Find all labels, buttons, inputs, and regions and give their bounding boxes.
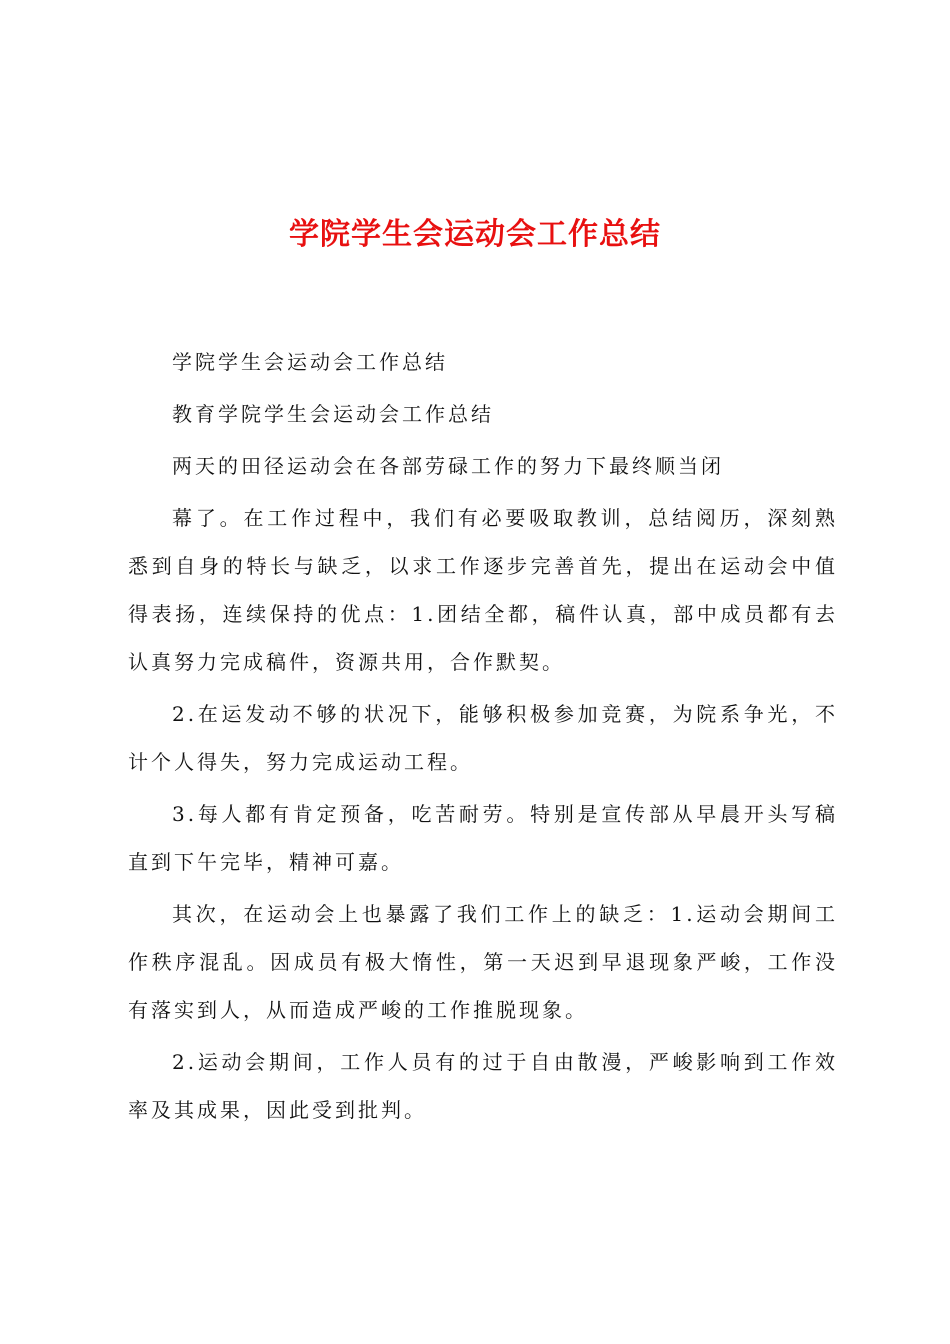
paragraph-body: 其次，在运动会上也暴露了我们工作上的缺乏：1.运动会期间工作秩序混乱。因成员有极大惰性，第一天迟到早退现象严峻，工作没有落实到人，从而造成严峻的工作推脱现象。 — [128, 902, 838, 1022]
paragraph-subtitle-2: 教育学院学生会运动会工作总结 — [172, 402, 494, 426]
document-title: 学院学生会运动会工作总结 — [289, 217, 661, 252]
paragraph-body: 2.在运发动不够的状况下，能够积极参加竞赛，为院系争光，不计个人得失，努力完成运动工程。 — [128, 702, 838, 774]
paragraph-subtitle: 学院学生会运动会工作总结 — [172, 350, 448, 374]
paragraph-body: 3.每人都有肯定预备，吃苦耐劳。特别是宣传部从早晨开头写稿直到下午完毕，精神可嘉。 — [128, 802, 838, 874]
paragraph-body: 幕了。在工作过程中，我们有必要吸取教训，总结阅历，深刻熟悉到自身的特长与缺乏，以求工作逐步完善首先，提出在运动会中值得表扬，连续保持的优点：1.团结全都，稿件认真，部中成员都有去认真努力完成稿件，资源共用，合作默契。 — [128, 506, 838, 674]
document-body — [128, 338, 838, 1138]
paragraph-body: 2.运动会期间，工作人员有的过于自由散漫，严峻影响到工作效率及其成果，因此受到批判。 — [128, 1050, 838, 1122]
paragraph-intro: 两天的田径运动会在各部劳碌工作的努力下最终顺当闭 — [172, 454, 724, 478]
